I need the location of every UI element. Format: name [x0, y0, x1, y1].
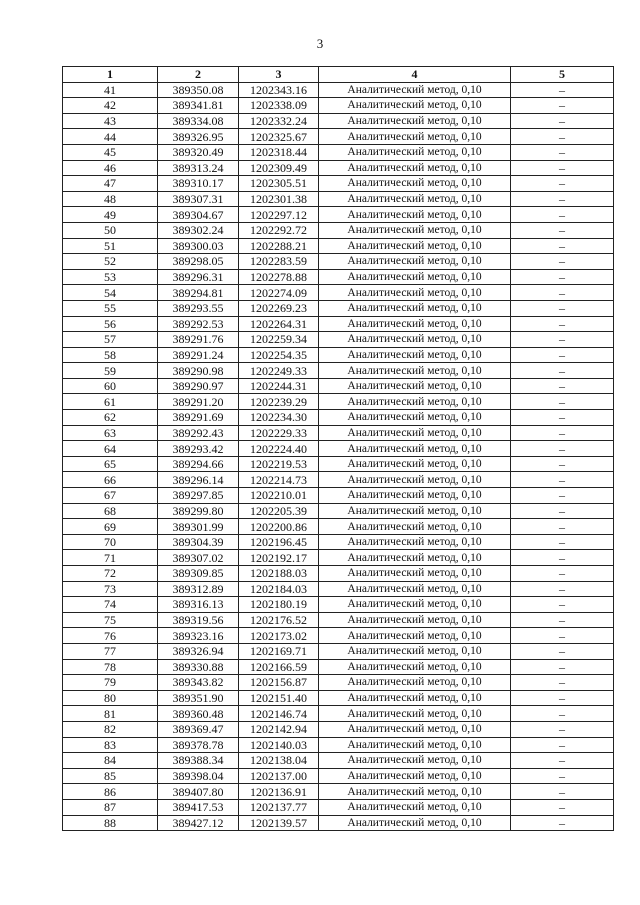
- method-accuracy-cell: Аналитический метод, 0,10: [319, 753, 511, 769]
- method-accuracy-cell: Аналитический метод, 0,10: [319, 82, 511, 98]
- x-coordinate-cell: 389307.31: [158, 191, 239, 207]
- table-row: [63, 472, 614, 488]
- x-coordinate-cell: 389319.56: [158, 612, 239, 628]
- note-cell: –: [511, 394, 614, 410]
- y-coordinate-cell: 1202138.04: [239, 753, 319, 769]
- x-coordinate-cell: 389313.24: [158, 160, 239, 176]
- note-cell: –: [511, 113, 614, 129]
- note-cell: –: [511, 815, 614, 831]
- note-cell: –: [511, 612, 614, 628]
- x-coordinate-cell: 389299.80: [158, 503, 239, 519]
- x-coordinate-cell: 389417.53: [158, 799, 239, 815]
- table-row: [63, 82, 614, 98]
- method-accuracy-cell: Аналитический метод, 0,10: [319, 581, 511, 597]
- x-coordinate-cell: 389330.88: [158, 659, 239, 675]
- table-row: [63, 721, 614, 737]
- point-number-cell: 58: [63, 347, 158, 363]
- point-number-cell: 88: [63, 815, 158, 831]
- y-coordinate-cell: 1202254.35: [239, 347, 319, 363]
- method-accuracy-cell: Аналитический метод, 0,10: [319, 784, 511, 800]
- y-coordinate-cell: 1202214.73: [239, 472, 319, 488]
- page-number: 3: [316, 36, 324, 51]
- note-cell: –: [511, 285, 614, 301]
- method-accuracy-cell: Аналитический метод, 0,10: [319, 456, 511, 472]
- method-accuracy-cell: Аналитический метод, 0,10: [319, 612, 511, 628]
- table-row: [63, 456, 614, 472]
- point-number-cell: 72: [63, 566, 158, 582]
- table-row: [63, 737, 614, 753]
- table-row: [63, 410, 614, 426]
- note-cell: –: [511, 534, 614, 550]
- method-accuracy-cell: Аналитический метод, 0,10: [319, 300, 511, 316]
- header-col-4: 4: [319, 67, 511, 83]
- table-row: [63, 566, 614, 582]
- y-coordinate-cell: 1202283.59: [239, 254, 319, 270]
- x-coordinate-cell: 389326.94: [158, 643, 239, 659]
- table-row: [63, 316, 614, 332]
- y-coordinate-cell: 1202169.71: [239, 643, 319, 659]
- x-coordinate-cell: 389309.85: [158, 566, 239, 582]
- point-number-cell: 48: [63, 191, 158, 207]
- x-coordinate-cell: 389296.14: [158, 472, 239, 488]
- table-row: [63, 675, 614, 691]
- y-coordinate-cell: 1202188.03: [239, 566, 319, 582]
- point-number-cell: 63: [63, 425, 158, 441]
- y-coordinate-cell: 1202192.17: [239, 550, 319, 566]
- y-coordinate-cell: 1202288.21: [239, 238, 319, 254]
- y-coordinate-cell: 1202292.72: [239, 222, 319, 238]
- note-cell: –: [511, 784, 614, 800]
- note-cell: –: [511, 347, 614, 363]
- x-coordinate-cell: 389304.67: [158, 207, 239, 223]
- x-coordinate-cell: 389301.99: [158, 519, 239, 535]
- point-number-cell: 44: [63, 129, 158, 145]
- method-accuracy-cell: Аналитический метод, 0,10: [319, 768, 511, 784]
- note-cell: –: [511, 238, 614, 254]
- method-accuracy-cell: Аналитический метод, 0,10: [319, 222, 511, 238]
- y-coordinate-cell: 1202180.19: [239, 597, 319, 613]
- table-row: [63, 300, 614, 316]
- point-number-cell: 46: [63, 160, 158, 176]
- table-row: [63, 269, 614, 285]
- x-coordinate-cell: 389294.81: [158, 285, 239, 301]
- y-coordinate-cell: 1202301.38: [239, 191, 319, 207]
- method-accuracy-cell: Аналитический метод, 0,10: [319, 144, 511, 160]
- x-coordinate-cell: 389292.53: [158, 316, 239, 332]
- note-cell: –: [511, 191, 614, 207]
- y-coordinate-cell: 1202184.03: [239, 581, 319, 597]
- y-coordinate-cell: 1202139.57: [239, 815, 319, 831]
- point-number-cell: 62: [63, 410, 158, 426]
- x-coordinate-cell: 389388.34: [158, 753, 239, 769]
- point-number-cell: 69: [63, 519, 158, 535]
- table-row: [63, 643, 614, 659]
- y-coordinate-cell: 1202173.02: [239, 628, 319, 644]
- table-row: [63, 612, 614, 628]
- table-row: [63, 628, 614, 644]
- note-cell: –: [511, 643, 614, 659]
- note-cell: –: [511, 675, 614, 691]
- method-accuracy-cell: Аналитический метод, 0,10: [319, 176, 511, 192]
- point-number-cell: 66: [63, 472, 158, 488]
- method-accuracy-cell: Аналитический метод, 0,10: [319, 254, 511, 270]
- method-accuracy-cell: Аналитический метод, 0,10: [319, 347, 511, 363]
- method-accuracy-cell: Аналитический метод, 0,10: [319, 628, 511, 644]
- note-cell: –: [511, 144, 614, 160]
- point-number-cell: 76: [63, 628, 158, 644]
- y-coordinate-cell: 1202297.12: [239, 207, 319, 223]
- method-accuracy-cell: Аналитический метод, 0,10: [319, 472, 511, 488]
- method-accuracy-cell: Аналитический метод, 0,10: [319, 534, 511, 550]
- point-number-cell: 61: [63, 394, 158, 410]
- point-number-cell: 86: [63, 784, 158, 800]
- method-accuracy-cell: Аналитический метод, 0,10: [319, 659, 511, 675]
- point-number-cell: 55: [63, 300, 158, 316]
- method-accuracy-cell: Аналитический метод, 0,10: [319, 690, 511, 706]
- note-cell: –: [511, 550, 614, 566]
- note-cell: –: [511, 721, 614, 737]
- point-number-cell: 81: [63, 706, 158, 722]
- y-coordinate-cell: 1202196.45: [239, 534, 319, 550]
- table-row: [63, 254, 614, 270]
- note-cell: –: [511, 222, 614, 238]
- method-accuracy-cell: Аналитический метод, 0,10: [319, 191, 511, 207]
- header-col-1: 1: [63, 67, 158, 83]
- y-coordinate-cell: 1202249.33: [239, 363, 319, 379]
- method-accuracy-cell: Аналитический метод, 0,10: [319, 815, 511, 831]
- point-number-cell: 77: [63, 643, 158, 659]
- point-number-cell: 56: [63, 316, 158, 332]
- y-coordinate-cell: 1202239.29: [239, 394, 319, 410]
- y-coordinate-cell: 1202151.40: [239, 690, 319, 706]
- x-coordinate-cell: 389369.47: [158, 721, 239, 737]
- y-coordinate-cell: 1202224.40: [239, 441, 319, 457]
- method-accuracy-cell: Аналитический метод, 0,10: [319, 394, 511, 410]
- y-coordinate-cell: 1202140.03: [239, 737, 319, 753]
- x-coordinate-cell: 389343.82: [158, 675, 239, 691]
- point-number-cell: 78: [63, 659, 158, 675]
- method-accuracy-cell: Аналитический метод, 0,10: [319, 721, 511, 737]
- note-cell: –: [511, 659, 614, 675]
- x-coordinate-cell: 389320.49: [158, 144, 239, 160]
- table-row: [63, 129, 614, 145]
- note-cell: –: [511, 82, 614, 98]
- note-cell: –: [511, 519, 614, 535]
- y-coordinate-cell: 1202309.49: [239, 160, 319, 176]
- x-coordinate-cell: 389296.31: [158, 269, 239, 285]
- table-row: [63, 222, 614, 238]
- note-cell: –: [511, 129, 614, 145]
- note-cell: –: [511, 503, 614, 519]
- point-number-cell: 53: [63, 269, 158, 285]
- point-number-cell: 47: [63, 176, 158, 192]
- y-coordinate-cell: 1202338.09: [239, 98, 319, 114]
- point-number-cell: 57: [63, 332, 158, 348]
- point-number-cell: 80: [63, 690, 158, 706]
- table-row: [63, 238, 614, 254]
- header-col-3: 3: [239, 67, 319, 83]
- table-row: [63, 160, 614, 176]
- y-coordinate-cell: 1202156.87: [239, 675, 319, 691]
- method-accuracy-cell: Аналитический метод, 0,10: [319, 550, 511, 566]
- x-coordinate-cell: 389304.39: [158, 534, 239, 550]
- table-row: [63, 753, 614, 769]
- x-coordinate-cell: 389398.04: [158, 768, 239, 784]
- table-row: [63, 784, 614, 800]
- point-number-cell: 70: [63, 534, 158, 550]
- point-number-cell: 67: [63, 488, 158, 504]
- point-number-cell: 87: [63, 799, 158, 815]
- note-cell: –: [511, 300, 614, 316]
- y-coordinate-cell: 1202137.77: [239, 799, 319, 815]
- method-accuracy-cell: Аналитический метод, 0,10: [319, 129, 511, 145]
- note-cell: –: [511, 269, 614, 285]
- method-accuracy-cell: Аналитический метод, 0,10: [319, 207, 511, 223]
- x-coordinate-cell: 389290.98: [158, 363, 239, 379]
- table-row: [63, 534, 614, 550]
- table-row: [63, 285, 614, 301]
- point-number-cell: 64: [63, 441, 158, 457]
- point-number-cell: 75: [63, 612, 158, 628]
- note-cell: –: [511, 332, 614, 348]
- method-accuracy-cell: Аналитический метод, 0,10: [319, 566, 511, 582]
- table-row: [63, 98, 614, 114]
- x-coordinate-cell: 389294.66: [158, 456, 239, 472]
- table-row: [63, 503, 614, 519]
- y-coordinate-cell: 1202234.30: [239, 410, 319, 426]
- method-accuracy-cell: Аналитический метод, 0,10: [319, 519, 511, 535]
- table-row: [63, 519, 614, 535]
- method-accuracy-cell: Аналитический метод, 0,10: [319, 378, 511, 394]
- note-cell: –: [511, 488, 614, 504]
- y-coordinate-cell: 1202229.33: [239, 425, 319, 441]
- x-coordinate-cell: 389360.48: [158, 706, 239, 722]
- y-coordinate-cell: 1202136.91: [239, 784, 319, 800]
- note-cell: –: [511, 566, 614, 582]
- table-row: [63, 441, 614, 457]
- x-coordinate-cell: 389351.90: [158, 690, 239, 706]
- method-accuracy-cell: Аналитический метод, 0,10: [319, 98, 511, 114]
- table-row: [63, 394, 614, 410]
- point-number-cell: 51: [63, 238, 158, 254]
- table-row: [63, 207, 614, 223]
- note-cell: –: [511, 160, 614, 176]
- method-accuracy-cell: Аналитический метод, 0,10: [319, 441, 511, 457]
- point-number-cell: 49: [63, 207, 158, 223]
- table-row: [63, 815, 614, 831]
- y-coordinate-cell: 1202205.39: [239, 503, 319, 519]
- point-number-cell: 65: [63, 456, 158, 472]
- y-coordinate-cell: 1202325.67: [239, 129, 319, 145]
- header-col-5: 5: [511, 67, 614, 83]
- point-number-cell: 43: [63, 113, 158, 129]
- method-accuracy-cell: Аналитический метод, 0,10: [319, 488, 511, 504]
- point-number-cell: 52: [63, 254, 158, 270]
- note-cell: –: [511, 363, 614, 379]
- method-accuracy-cell: Аналитический метод, 0,10: [319, 363, 511, 379]
- table-row: [63, 690, 614, 706]
- x-coordinate-cell: 389350.08: [158, 82, 239, 98]
- method-accuracy-cell: Аналитический метод, 0,10: [319, 332, 511, 348]
- point-number-cell: 41: [63, 82, 158, 98]
- method-accuracy-cell: Аналитический метод, 0,10: [319, 285, 511, 301]
- method-accuracy-cell: Аналитический метод, 0,10: [319, 503, 511, 519]
- y-coordinate-cell: 1202200.86: [239, 519, 319, 535]
- note-cell: –: [511, 799, 614, 815]
- y-coordinate-cell: 1202278.88: [239, 269, 319, 285]
- x-coordinate-cell: 389310.17: [158, 176, 239, 192]
- table-row: [63, 363, 614, 379]
- point-number-cell: 73: [63, 581, 158, 597]
- note-cell: –: [511, 753, 614, 769]
- table-row: [63, 425, 614, 441]
- note-cell: –: [511, 441, 614, 457]
- note-cell: –: [511, 581, 614, 597]
- note-cell: –: [511, 378, 614, 394]
- point-number-cell: 71: [63, 550, 158, 566]
- x-coordinate-cell: 389293.55: [158, 300, 239, 316]
- note-cell: –: [511, 597, 614, 613]
- note-cell: –: [511, 690, 614, 706]
- table-row: [63, 347, 614, 363]
- table-row: [63, 144, 614, 160]
- table-row: [63, 488, 614, 504]
- method-accuracy-cell: Аналитический метод, 0,10: [319, 410, 511, 426]
- y-coordinate-cell: 1202146.74: [239, 706, 319, 722]
- x-coordinate-cell: 389291.76: [158, 332, 239, 348]
- y-coordinate-cell: 1202269.23: [239, 300, 319, 316]
- method-accuracy-cell: Аналитический метод, 0,10: [319, 316, 511, 332]
- note-cell: –: [511, 768, 614, 784]
- x-coordinate-cell: 389378.78: [158, 737, 239, 753]
- point-number-cell: 50: [63, 222, 158, 238]
- note-cell: –: [511, 176, 614, 192]
- note-cell: –: [511, 472, 614, 488]
- table-row: [63, 332, 614, 348]
- table-body: [63, 82, 614, 831]
- table-row: [63, 550, 614, 566]
- x-coordinate-cell: 389292.43: [158, 425, 239, 441]
- x-coordinate-cell: 389302.24: [158, 222, 239, 238]
- y-coordinate-cell: 1202318.44: [239, 144, 319, 160]
- x-coordinate-cell: 389326.95: [158, 129, 239, 145]
- point-number-cell: 68: [63, 503, 158, 519]
- point-number-cell: 74: [63, 597, 158, 613]
- y-coordinate-cell: 1202176.52: [239, 612, 319, 628]
- point-number-cell: 82: [63, 721, 158, 737]
- table-row: [63, 799, 614, 815]
- point-number-cell: 54: [63, 285, 158, 301]
- x-coordinate-cell: 389300.03: [158, 238, 239, 254]
- method-accuracy-cell: Аналитический метод, 0,10: [319, 706, 511, 722]
- point-number-cell: 84: [63, 753, 158, 769]
- x-coordinate-cell: 389323.16: [158, 628, 239, 644]
- y-coordinate-cell: 1202332.24: [239, 113, 319, 129]
- x-coordinate-cell: 389341.81: [158, 98, 239, 114]
- note-cell: –: [511, 706, 614, 722]
- note-cell: –: [511, 425, 614, 441]
- y-coordinate-cell: 1202259.34: [239, 332, 319, 348]
- point-number-cell: 42: [63, 98, 158, 114]
- x-coordinate-cell: 389407.80: [158, 784, 239, 800]
- x-coordinate-cell: 389307.02: [158, 550, 239, 566]
- y-coordinate-cell: 1202305.51: [239, 176, 319, 192]
- method-accuracy-cell: Аналитический метод, 0,10: [319, 269, 511, 285]
- table-row: [63, 659, 614, 675]
- table-row: [63, 597, 614, 613]
- point-number-cell: 60: [63, 378, 158, 394]
- x-coordinate-cell: 389297.85: [158, 488, 239, 504]
- method-accuracy-cell: Аналитический метод, 0,10: [319, 160, 511, 176]
- y-coordinate-cell: 1202264.31: [239, 316, 319, 332]
- y-coordinate-cell: 1202142.94: [239, 721, 319, 737]
- x-coordinate-cell: 389312.89: [158, 581, 239, 597]
- table-row: [63, 706, 614, 722]
- note-cell: –: [511, 254, 614, 270]
- x-coordinate-cell: 389293.42: [158, 441, 239, 457]
- x-coordinate-cell: 389291.20: [158, 394, 239, 410]
- method-accuracy-cell: Аналитический метод, 0,10: [319, 737, 511, 753]
- note-cell: –: [511, 737, 614, 753]
- x-coordinate-cell: 389291.69: [158, 410, 239, 426]
- y-coordinate-cell: 1202274.09: [239, 285, 319, 301]
- coordinates-table: [62, 66, 614, 831]
- x-coordinate-cell: 389427.12: [158, 815, 239, 831]
- table-header: [63, 67, 614, 83]
- point-number-cell: 85: [63, 768, 158, 784]
- x-coordinate-cell: 389291.24: [158, 347, 239, 363]
- point-number-cell: 79: [63, 675, 158, 691]
- point-number-cell: 45: [63, 144, 158, 160]
- note-cell: –: [511, 316, 614, 332]
- table-row: [63, 768, 614, 784]
- method-accuracy-cell: Аналитический метод, 0,10: [319, 425, 511, 441]
- y-coordinate-cell: 1202210.01: [239, 488, 319, 504]
- table-row: [63, 581, 614, 597]
- method-accuracy-cell: Аналитический метод, 0,10: [319, 675, 511, 691]
- table-row: [63, 113, 614, 129]
- table-row: [63, 176, 614, 192]
- method-accuracy-cell: Аналитический метод, 0,10: [319, 799, 511, 815]
- table-row: [63, 191, 614, 207]
- method-accuracy-cell: Аналитический метод, 0,10: [319, 643, 511, 659]
- y-coordinate-cell: 1202244.31: [239, 378, 319, 394]
- note-cell: –: [511, 456, 614, 472]
- header-row: [63, 67, 614, 83]
- table-row: [63, 378, 614, 394]
- method-accuracy-cell: Аналитический метод, 0,10: [319, 238, 511, 254]
- x-coordinate-cell: 389290.97: [158, 378, 239, 394]
- x-coordinate-cell: 389334.08: [158, 113, 239, 129]
- method-accuracy-cell: Аналитический метод, 0,10: [319, 597, 511, 613]
- y-coordinate-cell: 1202137.00: [239, 768, 319, 784]
- x-coordinate-cell: 389316.13: [158, 597, 239, 613]
- x-coordinate-cell: 389298.05: [158, 254, 239, 270]
- method-accuracy-cell: Аналитический метод, 0,10: [319, 113, 511, 129]
- y-coordinate-cell: 1202343.16: [239, 82, 319, 98]
- note-cell: –: [511, 98, 614, 114]
- note-cell: –: [511, 207, 614, 223]
- note-cell: –: [511, 628, 614, 644]
- note-cell: –: [511, 410, 614, 426]
- point-number-cell: 59: [63, 363, 158, 379]
- y-coordinate-cell: 1202219.53: [239, 456, 319, 472]
- y-coordinate-cell: 1202166.59: [239, 659, 319, 675]
- point-number-cell: 83: [63, 737, 158, 753]
- header-col-2: 2: [158, 67, 239, 83]
